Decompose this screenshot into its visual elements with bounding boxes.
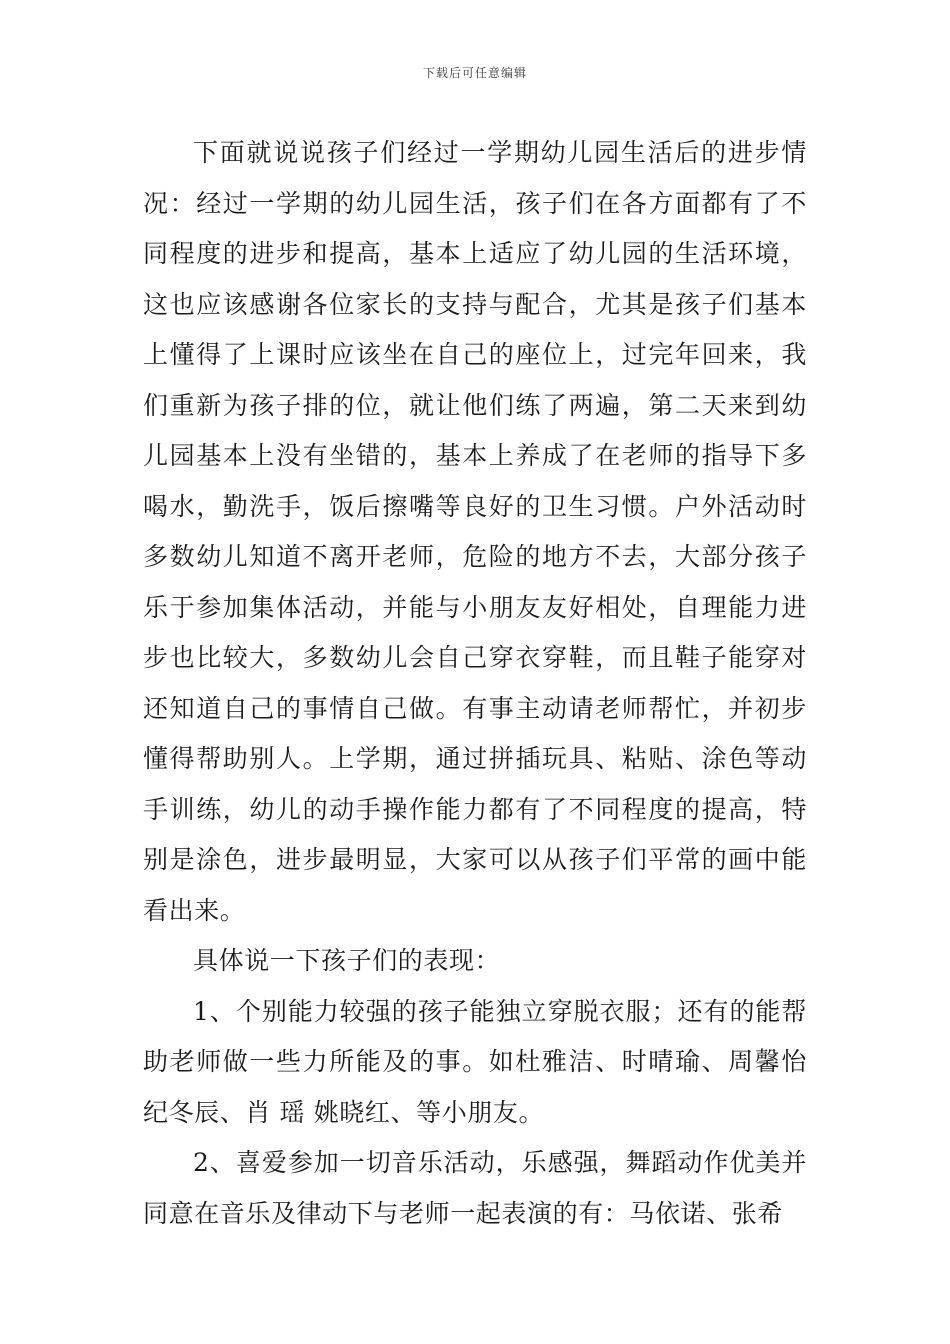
paragraph-item-1: 1、个别能力较强的孩子能独立穿脱衣服；还有的能帮助老师做一些力所能及的事。如杜雅洁、时晴瑜、周馨怡纪冬辰、肖 瑶 姚晓红、等小朋友。 (143, 996, 807, 1127)
paragraph-performance-intro: 具体说一下孩子们的表现： (193, 946, 501, 975)
page-header: 下载后可任意编辑 (422, 66, 527, 80)
paragraph-item-2: 2、喜爱参加一切音乐活动，乐感强，舞蹈动作优美并同意在音乐及律动下与老师一起表演的有：马依诺、张希 (143, 1148, 807, 1228)
paragraph-progress-summary: 下面就说说孩子们经过一学期幼儿园生活后的进步情况：经过一学期的幼儿园生活，孩子们在各方面都有了不同程度的进步和提高，基本上适应了幼儿园的生活环境，这也应该感谢各位家长的支持与配合，尤其是孩子们基本上懂得了上课时应该坐在自己的座位上，过完年回来，我们重新为孩子排的位，就让他们练了两遍，第二天来到幼儿园基本上没有坐错的，基本上养成了在老师的指导下多喝水，勤洗手，饭后擦嘴等良好的卫生习惯。户外活动时多数幼儿知道不离开老师，危险的地方不去，大部分孩子乐于参加集体活动，并能与小朋友友好相处，自理能力进步也比较大，多数幼儿会自己穿衣穿鞋，而且鞋子能穿对还知道自己的事情自己做。有事主动请老师帮忙，并初步懂得帮助别人。上学期，通过拼插玩具、粘贴、涂色等动手训练，幼儿的动手操作能力都有了不同程度的提高，特别是涂色，进步最明显，大家可以从孩子们平常的画中能看出来。 (143, 138, 807, 925)
document-body (143, 128, 807, 1239)
